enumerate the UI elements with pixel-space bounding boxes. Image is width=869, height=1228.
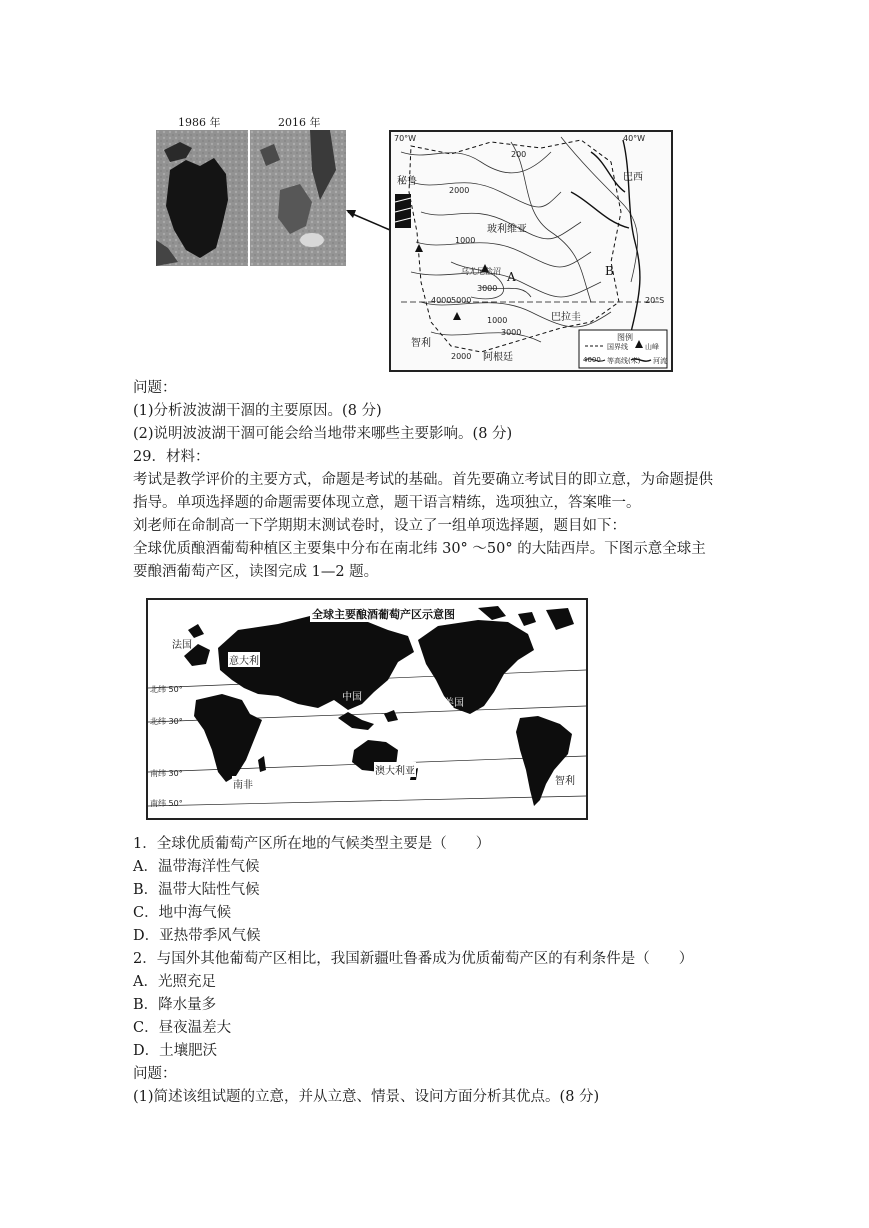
question-1: (1)分析波波湖干涸的主要原因。(8 分) — [133, 403, 382, 419]
satellite-image-1986 — [156, 130, 248, 266]
label-italy: 意大利 — [228, 652, 260, 667]
material-paragraph-1-line-2: 指导。单项选择题的命题需要体现立意，题干语言精练，选项独立，答案唯一。 — [133, 495, 641, 511]
legend-item-border: 国界线 — [607, 343, 628, 351]
latitude-s50-label: 南纬 50° — [150, 799, 183, 808]
label-south-africa: 南非 — [232, 776, 254, 791]
contour-label: 200 — [511, 150, 527, 159]
question-label: 问题： — [133, 380, 177, 396]
mc-question-2-stem: 2．与国外其他葡萄产区相比，我国新疆吐鲁番成为优质葡萄产区的有利条件是（ ） — [133, 951, 694, 967]
label-usa: 美国 — [444, 698, 464, 709]
label-china: 中国 — [342, 692, 362, 703]
mc-question-2-option-b: B．降水量多 — [133, 997, 217, 1013]
question-2: (2)说明波波湖干涸可能会给当地带来哪些主要影响。(8 分) — [133, 426, 513, 442]
label-france: 法国 — [172, 640, 192, 651]
satellite-image-pair — [152, 108, 350, 268]
mc-question-1-option-b: B．温带大陆性气候 — [133, 882, 260, 898]
contour-label: 4000 — [431, 296, 452, 305]
contour-label: 1000 — [487, 316, 508, 325]
latitude-20s-label: 20°S — [645, 296, 665, 305]
material-paragraph-3-line-1: 全球优质酿酒葡萄种植区主要集中分布在南北纬 30° ～50° 的大陆西岸。下图示意全球主 — [133, 541, 706, 557]
contour-label: 3000 — [501, 328, 522, 337]
bolivia-relief-map — [389, 130, 673, 372]
label-paraguay: 巴拉圭 — [551, 312, 581, 323]
map-corner-40w: 40°W — [623, 134, 646, 143]
label-australia: 澳大利亚 — [374, 762, 416, 777]
satellite-image-2016 — [250, 130, 346, 266]
legend-item-river: 河流 — [653, 357, 667, 365]
legend-item-peak: 山峰 — [645, 343, 659, 351]
mc-question-1-option-a: A．温带海洋性气候 — [133, 859, 260, 875]
world-map-drawing — [148, 600, 586, 818]
label-chile: 智利 — [411, 338, 431, 349]
label-argentina: 阿根廷 — [483, 352, 513, 363]
label-salar: 乌尤尼盐沼 — [461, 267, 501, 276]
world-wine-region-map — [146, 598, 588, 820]
year-2016-label: 2016 年 — [278, 116, 321, 129]
contour-label: 3000 — [477, 284, 498, 293]
contour-label: 5000 — [451, 296, 472, 305]
contour-label: 2000 — [449, 186, 470, 195]
mc-question-2-option-d: D．土壤肥沃 — [133, 1043, 218, 1059]
latitude-s30-label: 南纬 30° — [150, 769, 183, 778]
map-title: 全球主要酿酒葡萄产区示意图 — [312, 608, 455, 621]
year-1986-label: 1986 年 — [178, 116, 221, 129]
mc-question-1-option-d: D．亚热带季风气候 — [133, 928, 261, 944]
point-a-label: A — [507, 270, 516, 284]
latitude-n30-label: 北纬 30° — [150, 717, 183, 726]
latitude-n50-label: 北纬 50° — [150, 685, 183, 694]
point-b-label: B — [605, 264, 614, 278]
label-chile: 智利 — [554, 772, 576, 787]
question-label-2: 问题： — [133, 1066, 177, 1082]
material-paragraph-2: 刘老师在命制高一下学期期末测试卷时，设立了一组单项选择题，题目如下： — [133, 518, 626, 534]
map-corner-70w: 70°W — [394, 134, 417, 143]
pointer-arrow — [344, 196, 394, 236]
legend-number: 4000 — [583, 356, 601, 364]
legend-item-contour: 等高线(米) — [607, 357, 641, 365]
label-brazil: 巴西 — [623, 172, 643, 183]
label-bolivia: 玻利维亚 — [487, 224, 527, 235]
legend-title: 图例 — [617, 333, 633, 342]
mc-question-1-option-c: C．地中海气候 — [133, 905, 232, 921]
final-question: (1)简述该组试题的立意，并从立意、情景、设问方面分析其优点。(8 分) — [133, 1089, 600, 1105]
contour-label: 2000 — [451, 352, 472, 361]
item-29-heading: 29．材料： — [133, 449, 210, 465]
material-paragraph-1-line-1: 考试是教学评价的主要方式，命题是考试的基础。首先要确立考试目的即立意，为命题提供 — [133, 472, 713, 488]
mc-question-1-stem: 1．全球优质葡萄产区所在地的气候类型主要是（ ） — [133, 836, 491, 852]
contour-label: 1000 — [455, 236, 476, 245]
mc-question-2-option-a: A．光照充足 — [133, 974, 216, 990]
material-paragraph-3-line-2: 要酿酒葡萄产区，读图完成 1—2 题。 — [133, 564, 379, 580]
mc-question-2-option-c: C．昼夜温差大 — [133, 1020, 232, 1036]
label-peru: 秘鲁 — [397, 176, 417, 187]
